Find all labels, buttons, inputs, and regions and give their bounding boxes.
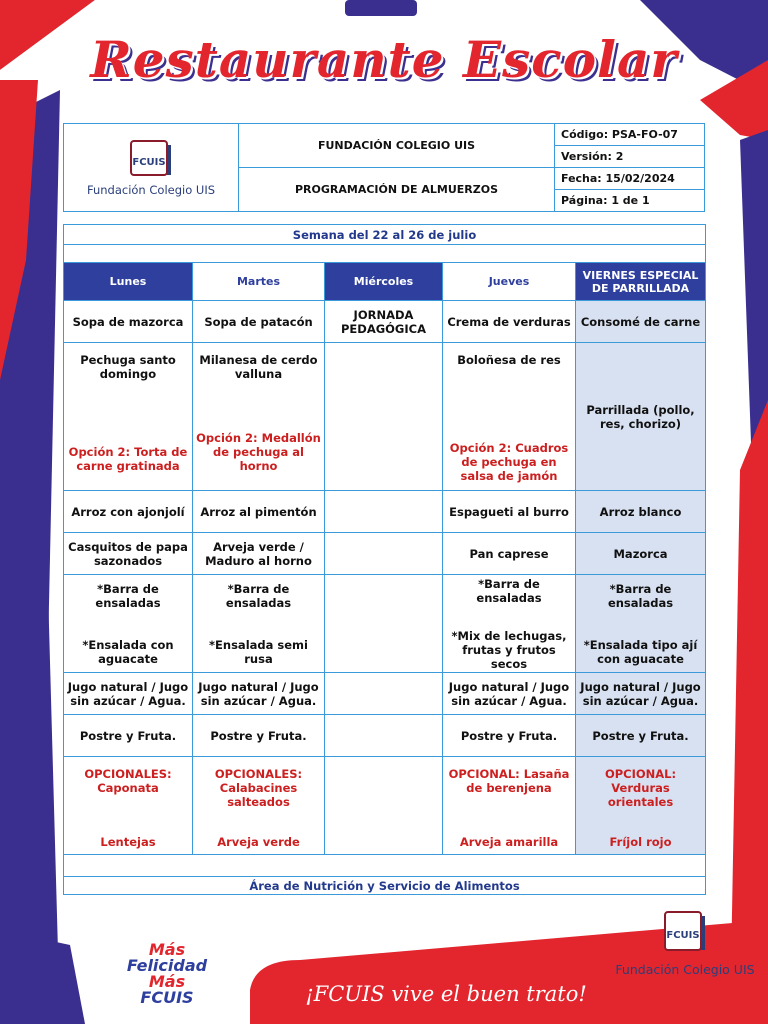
arroz-friday: Arroz blanco [576, 491, 706, 533]
dessert-friday: Postre y Fruta. [576, 715, 706, 757]
version: Versión: 2 [555, 146, 705, 168]
fcuis-logo-icon [129, 139, 173, 179]
badge-line-2: Felicidad [126, 956, 208, 975]
protein-monday-main: Pechuga santo domingo [80, 353, 176, 381]
optional-tuesday [193, 757, 325, 855]
day-header-tuesday: Martes [193, 263, 325, 301]
empty-wednesday [325, 533, 443, 575]
drink-friday: Jugo natural / Jugo sin azúcar / Agua. [576, 673, 706, 715]
dessert-monday: Postre y Fruta. [64, 715, 193, 757]
document-name: PROGRAMACIÓN DE ALMUERZOS [239, 168, 555, 212]
optional-dish-friday: OPCIONAL: Verduras orientales [604, 767, 677, 809]
protein-thursday-option: Opción 2: Cuadros de pechuga en salsa de jamón [449, 441, 569, 483]
salad-tuesday [193, 575, 325, 673]
grains-tuesday: Arveja verde [217, 835, 300, 849]
drink-thursday: Jugo natural / Jugo sin azúcar / Agua. [443, 673, 576, 715]
optional-dish-tuesday: OPCIONALES: Calabacines salteados [214, 767, 303, 809]
bottom-logo [610, 910, 760, 977]
sopa-friday: Consomé de carne [576, 301, 706, 343]
dessert-tuesday: Postre y Fruta. [193, 715, 325, 757]
salad-thursday [443, 575, 576, 673]
side-friday: Mazorca [576, 533, 706, 575]
protein-tuesday [193, 343, 325, 491]
svg-text:FCUIS: FCUIS [132, 156, 166, 168]
side-monday: Casquitos de papa sazonados [64, 533, 193, 575]
empty-wednesday [325, 491, 443, 533]
arroz-thursday: Espagueti al burro [443, 491, 576, 533]
svg-text:FCUIS: FCUIS [666, 930, 700, 941]
salad-special-friday: *Ensalada tipo ají con aguacate [583, 637, 698, 666]
arroz-monday: Arroz con ajonjolí [64, 491, 193, 533]
bottom-left-navy-shape [0, 930, 85, 1024]
salad-bar-tuesday: *Barra de ensaladas [225, 581, 292, 610]
protein-monday-option: Opción 2: Torta de carne gratinada [68, 445, 188, 473]
week-label: Semana del 22 al 26 de julio [64, 225, 706, 245]
mas-felicidad-badge [112, 942, 222, 1006]
optional-thursday [443, 757, 576, 855]
protein-tuesday-main: Milanesa de cerdo valluna [199, 353, 318, 381]
side-tuesday: Arveja verde / Maduro al horno [193, 533, 325, 575]
logo-cell [64, 124, 239, 212]
codigo: Código: PSA-FO-07 [555, 124, 705, 146]
protein-thursday [443, 343, 576, 491]
bottom-logo-label: Fundación Colegio UIS [615, 962, 755, 977]
drink-monday: Jugo natural / Jugo sin azúcar / Agua. [64, 673, 193, 715]
logo-label: Fundación Colegio UIS [86, 182, 216, 197]
lunch-menu-table [63, 224, 706, 895]
optional-friday [576, 757, 706, 855]
salad-friday [576, 575, 706, 673]
badge-line-4: FCUIS [140, 988, 194, 1007]
dessert-thursday: Postre y Fruta. [443, 715, 576, 757]
sopa-thursday: Crema de verduras [443, 301, 576, 343]
top-tab [345, 0, 417, 16]
slogan: ¡FCUIS vive el buen trato! [305, 982, 587, 1006]
page-title: Restaurante Escolar [90, 30, 678, 89]
salad-special-thursday: *Mix de lechugas, frutas y frutos secos [451, 628, 567, 671]
empty-wednesday [325, 343, 443, 491]
salad-bar-thursday: *Barra de ensaladas [476, 576, 542, 605]
empty-wednesday [325, 715, 443, 757]
spacer-row [64, 855, 706, 877]
jornada-pedagogica: JORNADA PEDAGÓGICA [325, 301, 443, 343]
fecha: Fecha: 15/02/2024 [555, 168, 705, 190]
salad-bar-monday: *Barra de ensaladas [95, 581, 161, 610]
nutrition-area-label: Área de Nutrición y Servicio de Alimentos [64, 877, 706, 895]
protein-monday [64, 343, 193, 491]
day-header-wednesday: Miércoles [325, 263, 443, 301]
side-thursday: Pan caprese [443, 533, 576, 575]
salad-special-monday: *Ensalada con aguacate [82, 637, 174, 666]
day-header-friday: VIERNES ESPECIAL DE PARRILLADA [576, 263, 706, 301]
grains-friday: Fríjol rojo [609, 835, 672, 849]
badge-line-1: Más [148, 940, 186, 959]
spacer-row [64, 245, 706, 263]
badge-line-3: Más [148, 972, 186, 991]
salad-monday [64, 575, 193, 673]
optional-dish-thursday: OPCIONAL: Lasaña de berenjena [448, 767, 570, 795]
protein-thursday-main: Boloñesa de res [457, 353, 561, 367]
pagina: Página: 1 de 1 [555, 190, 705, 212]
salad-bar-friday: *Barra de ensaladas [607, 581, 674, 610]
salad-special-tuesday: *Ensalada semi rusa [209, 637, 308, 666]
sopa-tuesday: Sopa de patacón [193, 301, 325, 343]
grains-monday: Lentejas [100, 835, 156, 849]
fcuis-logo-icon [663, 910, 707, 954]
empty-wednesday [325, 757, 443, 855]
optional-dish-monday: OPCIONALES: Caponata [84, 767, 172, 795]
protein-tuesday-option: Opción 2: Medallón de pechuga al horno [196, 431, 321, 473]
optional-monday [64, 757, 193, 855]
protein-friday: Parrillada (pollo, res, chorizo) [576, 343, 706, 491]
sopa-monday: Sopa de mazorca [64, 301, 193, 343]
empty-wednesday [325, 575, 443, 673]
day-header-thursday: Jueves [443, 263, 576, 301]
empty-wednesday [325, 673, 443, 715]
arroz-tuesday: Arroz al pimentón [193, 491, 325, 533]
grains-thursday: Arveja amarilla [459, 835, 559, 849]
document-header-table [63, 123, 705, 212]
day-header-monday: Lunes [64, 263, 193, 301]
drink-tuesday: Jugo natural / Jugo sin azúcar / Agua. [193, 673, 325, 715]
institution-name: FUNDACIÓN COLEGIO UIS [239, 124, 555, 168]
